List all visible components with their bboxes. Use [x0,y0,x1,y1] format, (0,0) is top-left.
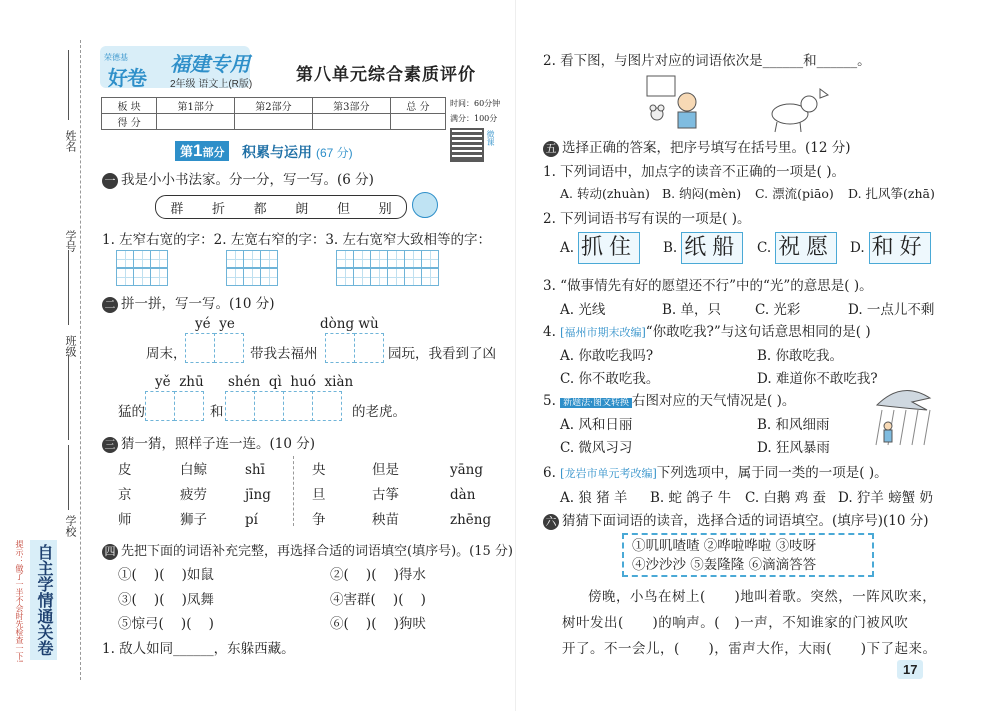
q5-s6-opt-a[interactable]: A. 狼 猪 羊 [560,490,628,506]
id-label: 学号 [64,230,77,252]
q3-col2 [180,458,207,533]
q3-number: 三 [102,437,118,453]
q5-s5-opt-a[interactable]: A. 风和日丽 [560,417,633,433]
score-cell[interactable] [312,114,390,130]
q5-s4-opt-b[interactable]: B. 你敢吃我。 [757,348,844,364]
q5-s2-opt-label: B. [663,240,678,256]
q5-s2-opt-label: C. [757,240,772,256]
q5-number: 五 [543,141,559,157]
q1-subtext: 1. 左窄右宽的字：2. 左宽右窄的字：3. 左右宽窄大致相等的字： [102,232,492,248]
q2-line1-b: 带我去福州 [250,346,318,362]
id-line[interactable] [68,250,69,325]
q3-item: pí [245,512,258,528]
q1-text: 我是小小书法家。分一分，写一写。(6 分) [121,172,374,188]
brand-subtitle: 2年级 语文上(R版) [170,79,253,90]
q3-col5 [372,458,399,533]
q2-line2-b: 和 [210,404,224,420]
score-cell[interactable] [390,114,445,130]
q1-heading [102,168,374,189]
q2-line2-a: 猛的 [118,404,145,420]
school-label: 学校 [64,515,77,537]
q6-box-line-1: ①叽叽喳喳 ②哗啦哗啦 ③吱呀 [632,538,817,554]
q5-s3-opt-c[interactable]: C. 光彩 [755,302,801,318]
q1-char: 朗 [295,201,309,217]
q5-s2-opt-word: 纸船 [681,232,743,264]
brand-logo-mark: 好卷 [108,68,146,90]
q5-s1-opt-a[interactable]: A. 转动(zhuàn) [560,186,650,201]
q3-item: shī [245,462,265,478]
score-header-total: 总 分 [390,98,445,114]
q1-char: 别 [378,201,392,217]
q5-s4-opt-d[interactable]: D. 难道你不敢吃我? [757,371,878,387]
q5-s6: 6. [龙岩市单元考改编]下列选项中，属于同一类的一项是( )。 [543,465,888,481]
q1-grid-3[interactable] [336,250,439,286]
q2-right-text: 2. 看下图，与图片对应的词语依次是______和______。 [543,53,871,69]
q3-col1 [118,458,132,533]
score-header-part2: 第2部分 [235,98,313,114]
q3-item: 皮 [118,462,132,478]
q1-char: 但 [336,201,350,217]
q3-item: 京 [118,487,132,503]
q5-s4-opt-a[interactable]: A. 你敢吃我吗? [560,348,654,364]
q5-s2-opt-b[interactable] [663,232,743,264]
q6-text: 猜猜下面词语的读音，选择合适的词语填空。(填序号)(10 分) [562,513,929,529]
q1-number: 一 [102,173,118,189]
q3-item: 白鲸 [180,462,207,478]
q1-char: 群 [170,201,184,217]
q5-s5-opt-b[interactable]: B. 和风细雨 [757,417,830,433]
name-label: 姓名 [64,130,77,152]
q5-text: 选择正确的答案，把序号填写在括号里。(12 分) [562,140,851,156]
brand-logo-small: 荣德基 [104,53,128,62]
q5-s3: 3. “做事情先有好的愿望还不行”中的“光”的意思是( )。 [543,278,873,294]
q3-col4 [312,458,326,533]
q2-blank-4[interactable] [226,391,342,421]
q5-s2-opt-d[interactable] [850,232,931,264]
q5-s6-tag: [龙岩市单元考改编] [560,467,657,480]
q5-s5-opt-c[interactable]: C. 微风习习 [560,440,633,456]
page-spine [515,0,516,711]
score-info: 满分：100分 [450,114,498,123]
q1-grid-2[interactable] [226,250,278,286]
q3-item: 古筝 [372,487,399,503]
score-header-block: 板 块 [102,98,157,114]
q3-item: 疲劳 [180,487,207,503]
q6-word-box [622,533,874,577]
q2-pinyin-4: shén qì huó xiàn [228,374,354,390]
q6-heading [543,509,929,530]
q5-s1-opt-d[interactable]: D. 扎风筝(zhā) [848,186,935,201]
part1-title-a: 第 [180,144,194,159]
q5-heading [543,136,851,157]
part1-banner [175,141,229,161]
q4-row2-a: ③( )( )凤舞 [118,592,214,608]
q5-s2-opt-label: A. [560,240,575,256]
q2-pinyin-1: yé ye [195,316,235,332]
q5-s2: 2. 下列词语书写有误的一项是( )。 [543,211,751,227]
binding-line [80,40,81,680]
q2-line2-c: 的老虎。 [352,404,406,420]
q1-mascot-icon [412,192,438,218]
q3-col3 [245,458,271,533]
q1-char: 折 [211,201,225,217]
q5-s1-opt-b[interactable]: B. 纳闷(mèn) [662,186,742,201]
score-row-label: 得 分 [102,114,157,130]
q6-para-1: 傍晚，小鸟在树上( )地叫着歌。突然，一阵风吹来， [588,589,937,605]
q2-blank-3[interactable] [146,391,204,421]
q5-s5-text: 右图对应的天气情况是( )。 [632,393,796,409]
q5-s2-opt-word: 抓住 [578,232,640,264]
q2-line1-c: 园玩，我看到了凶 [388,346,496,362]
score-table [101,97,446,130]
q4-sentence-1: 1. 敌人如同______，东躲西藏。 [102,641,295,657]
score-header-part1: 第1部分 [157,98,235,114]
q4-row3-b: ⑥( )( )狗吠 [330,616,426,632]
school-line[interactable] [68,445,69,510]
q5-s1: 1. 下列词语中，加点字的读音不正确的一项是( )。 [543,164,845,180]
part1-title-b: 部分 [202,147,225,159]
boy-mouse-illustration [645,74,705,134]
q5-s6-text: 下列选项中，属于同一类的一项是( )。 [656,465,888,481]
storm-illustration [872,380,934,450]
q2-line1-a: 周末， [146,346,187,362]
q3-item: 旦 [312,487,326,503]
q3-item: dàn [450,487,476,503]
q3-item: 争 [312,512,326,528]
sidebar-brand: 自主学情通关卷 [30,540,57,660]
brand-title: 福建专用 [170,54,250,76]
part1-score: (67 分) [316,146,353,160]
q3-item: 秧苗 [372,512,399,528]
q5-s2-opt-a[interactable] [560,232,640,264]
score-cell[interactable] [157,114,235,130]
score-header-part3: 第3部分 [312,98,390,114]
q3-item: 狮子 [180,512,207,528]
q2-pinyin-3: yě zhū [155,374,204,390]
qr-code[interactable] [450,128,484,162]
part1-title: 积累与运用 [242,144,312,160]
q6-para-3: 开了。不一会儿，( )，雷声大作，大雨( )下了起来。 [562,641,937,657]
name-line[interactable] [68,50,69,120]
q1-char-scroll [155,195,407,219]
q6-para-2: 树叶发出( )的响声。( )一声，不知谁家的门被风吹 [562,615,909,631]
q4-row1-b: ②( )( )得水 [330,567,426,583]
q5-s4-tag: [福州市期末改编] [560,326,646,339]
q2-text: 拼一拼，写一写。(10 分) [121,296,275,312]
q5-s3-opt-a[interactable]: A. 光线 [560,302,606,318]
q2-pinyin-2: dòng wù [320,316,379,332]
q5-s5: 5. 新题法·图文转换 右图对应的天气情况是( )。 [543,393,796,409]
class-label: 班级 [64,335,77,357]
q5-s1-opt-c[interactable]: C. 漂流(piāo) [755,186,834,201]
page-number: 17 [897,660,923,679]
dog-bird-illustration [765,84,835,134]
q3-text: 猜一猜，照样子连一连。(10 分) [121,436,316,452]
q3-item: 但是 [372,462,399,478]
score-cell[interactable] [235,114,313,130]
q1-char: 都 [253,201,267,217]
q4-row2-b: ④害群( )( ) [330,592,426,608]
qr-label: 微课 [486,130,495,146]
q4-text: 先把下面的词语补充完整，再选择合适的词语填空(填序号)。(15 分) [121,544,513,559]
q5-s4-text: “你敢吃我?”与这句话意思相同的是( ) [645,324,871,340]
left-binding-margin [0,0,95,711]
part1-title-num: 1 [193,141,203,160]
q5-s5-opt-d[interactable]: D. 狂风暴雨 [757,440,830,456]
unit-title: 第八单元综合素质评价 [296,65,476,84]
q3-item: 央 [312,462,326,478]
q4-heading [102,540,513,560]
q2-heading [102,292,275,313]
q5-s3-opt-d[interactable]: D. 一点儿不剩 [848,302,935,318]
q3-divider [293,456,294,526]
q5-s2-opt-word: 祝愿 [775,232,837,264]
q3-item: zhēng [450,512,492,528]
q3-item: 师 [118,512,132,528]
q5-s2-opt-c[interactable] [757,232,837,264]
sidebar-tip: 提示：做了一半不会时先检查一下! [15,540,24,663]
q5-s2-opt-label: D. [850,240,865,256]
q5-s6-opt-b[interactable]: B. 蛇 鸽子 牛 [650,490,732,506]
class-line[interactable] [68,355,69,440]
q4-row1-a: ①( )( )如鼠 [118,567,214,583]
q6-number: 六 [543,514,559,530]
q3-col6 [450,458,491,533]
q4-number: 四 [102,544,118,560]
q5-s6-opt-d[interactable]: D. 狞羊 螃蟹 奶 [838,490,934,506]
q3-item: jīng [245,487,271,503]
q5-s4: 4. [福州市期末改编]“你敢吃我?”与这句话意思相同的是( ) [543,324,871,340]
q5-s6-opt-c[interactable]: C. 白鹅 鸡 蚕 [745,490,827,506]
q5-s5-tag: 新题法·图文转换 [560,398,632,408]
q3-heading [102,432,315,453]
q5-s2-opt-word: 和好 [869,232,931,264]
time-info: 时间：60分钟 [450,99,501,108]
q2-blank-2[interactable] [326,333,384,363]
q1-grid-1[interactable] [116,250,168,286]
q5-s3-opt-b[interactable]: B. 单，只 [662,302,722,318]
q4-row3-a: ⑤惊弓( )( ) [118,616,214,632]
q3-item: yāng [450,462,484,478]
q5-s4-opt-c[interactable]: C. 你不敢吃我。 [560,371,660,387]
q2-blank-1[interactable] [186,333,244,363]
q2-number: 二 [102,297,118,313]
q6-box-line-2: ④沙沙沙 ⑤轰隆隆 ⑥滴滴答答 [632,557,817,573]
